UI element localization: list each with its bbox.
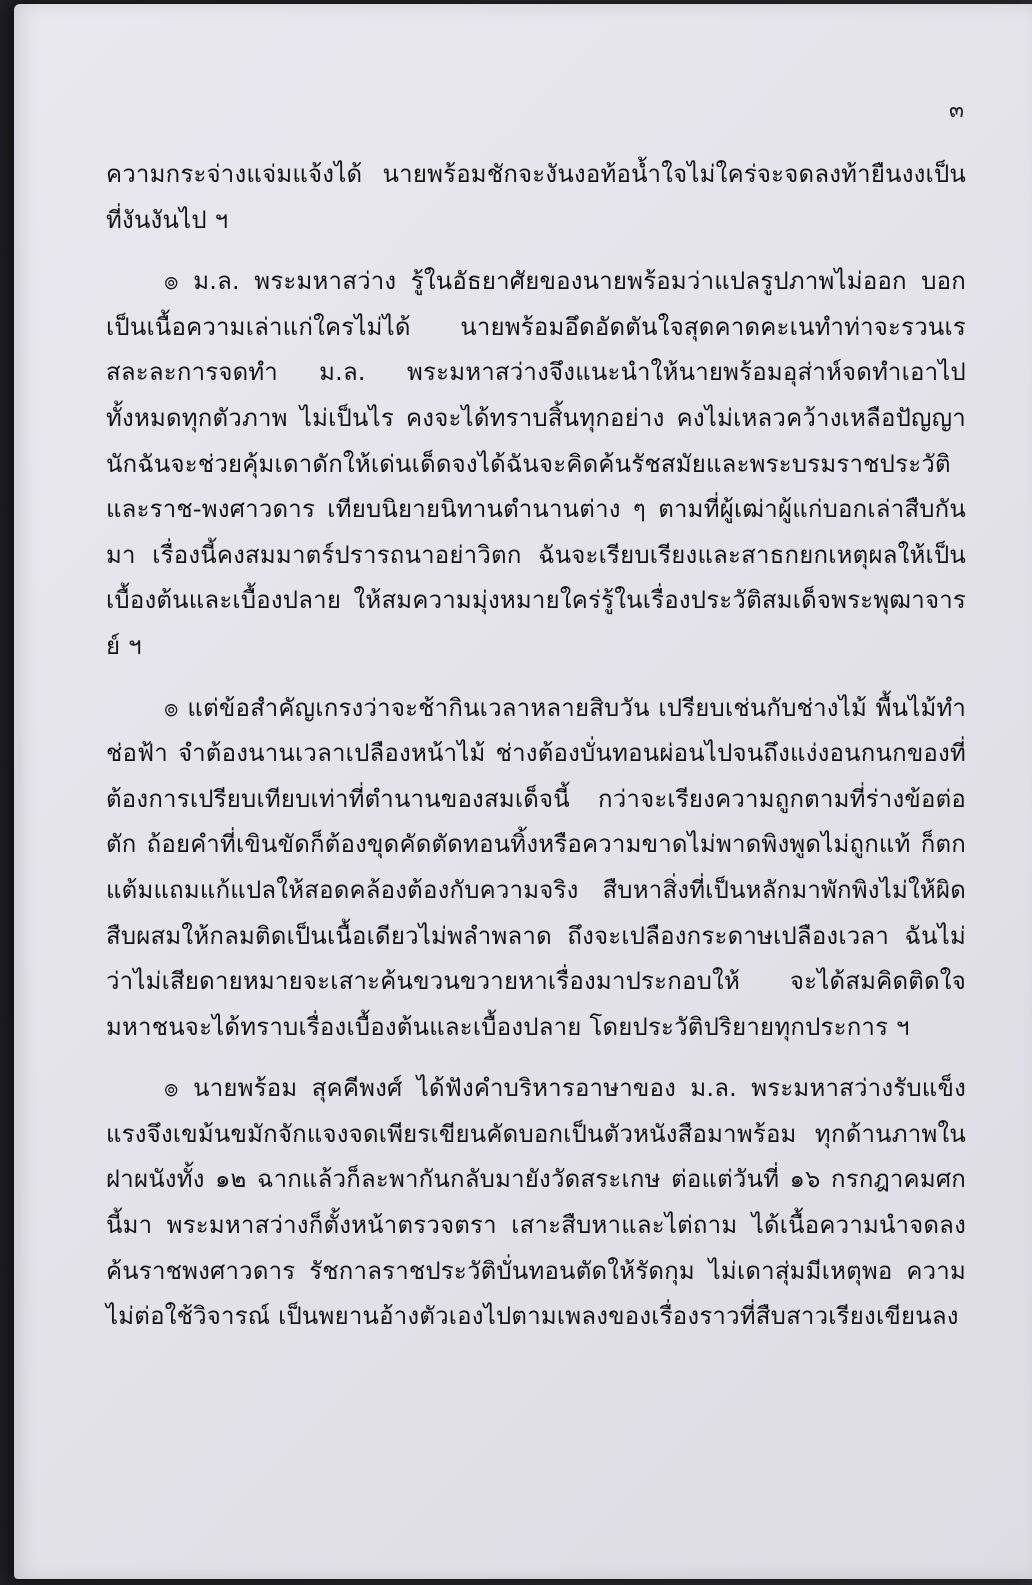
paragraph-2: ๏ ม.ล. พระมหาสว่าง รู้ในอัธยาศัยของนายพร้อมว่าแปลรูปภาพไม่ออก บอกเป็นเนื้อความเล่าแก่ใครไม่ได้ นายพร้อมอึดอัดตันใจสุดคาดคะเนทำท่าจะรวนเรสละละการจดทำ ม.ล. พระมหาสว่างจึงแนะนำให้นายพร้อมอุส่าห์จดทำเอาไปทั้งหมดทุกตัวภาพ ไม่เป็นไร คงจะได้ทราบสิ้นทุกอย่าง คงไม่เหลวคว้างเหลือปัญญานักฉันจะช่วยคุ้มเดาดักให้เด่นเด็ดจงได้ฉันจะคิดค้นรัชสมัยและพระบรมราชประวัติและราช-พงศาวดาร เทียบนิยายนิทานตำนานต่าง ๆ ตามที่ผู้เฒ่าผู้แก่บอกเล่าสืบกันมา เรื่องนี้คงสมมาตร์ปรารถนาอย่าวิตก ฉันจะเรียบเรียงและสาธกยกเหตุผลให้เป็นเบื้องต้นและเบื้องปลาย ให้สมความมุ่งหมายใคร่รู้ในเรื่องประวัติสมเด็จพระพุฒาจารย์ ฯ xyxy=(106,267,966,660)
body-text xyxy=(106,152,966,1356)
paragraph-1: ความกระจ่างแจ่มแจ้งได้ นายพร้อมชักจะงันงอท้อน้ำใจไม่ใคร่จะจดลงท้ายืนงงเป็นที่งันงันไป ฯ xyxy=(106,160,966,234)
paragraph-4: ๏ นายพร้อม สุคคีพงศ์ ได้ฟังคำบริหารอาษาของ ม.ล. พระมหาสว่างรับแข็งแรงจึงเขม้นขมักจักแจงจดเพียรเขียนคัดบอกเป็นตัวหนังสือมาพร้อม ทุกด้านภาพในฝาผนังทั้ง ๑๒ ฉากแล้วก็ละพากันกลับมายังวัดสระเกษ ต่อแต่วันที่ ๑๖ กรกฎาคมศกนี้มา พระมหาสว่างก็ตั้งหน้าตรวจตรา เสาะสืบหาและไต่ถาม ได้เนื้อความนำจดลงค้นราชพงศาวดาร รัชกาลราชประวัติบั่นทอนตัดให้รัดกุม ไม่เดาสุ่มมีเหตุพอ ความไม่ต่อใช้วิจารณ์ เป็นพยานอ้างตัวเองไปตามเพลงของเรื่องราวที่สืบสาวเรียงเขียนลง xyxy=(106,1074,966,1331)
page-number: ๓ xyxy=(948,98,964,123)
paragraph-3: ๏ แต่ข้อสำคัญเกรงว่าจะช้ากินเวลาหลายสิบวัน เปรียบเช่นกับช่างไม้ พื้นไม้ทำช่อฟ้า จำต้องนานเวลาเปลืองหน้าไม้ ช่างต้องบั่นทอนผ่อนไปจนถึงแง่งอนกนกของที่ต้องการเปรียบเทียบเท่าที่ตำนานของสมเด็จนี้ กว่าจะเรียงความถูกตามที่ร่างข้อต่อตัก ถ้อยคำที่เขินขัดก็ต้องขุดคัดตัดทอนทิ้งหรือความขาดไม่พาดพิงพูดไม่ถูกแท้ ก็ตกแต้มแถมแก้แปลให้สอดคล้องต้องกับความจริง สืบหาสิ่งที่เป็นหลักมาพักพิงไม่ให้ผิดสืบผสมให้กลมติดเป็นเนื้อเดียวไม่พลำพลาด ถึงจะเปลืองกระดาษเปลืองเวลา ฉันไม่ว่าไม่เสียดายหมายจะเสาะค้นขวนขวายหาเรื่องมาประกอบให้ จะได้สมคิดติดใจมหาชนจะได้ทราบเรื่องเบื้องต้นและเบื้องปลาย โดยประวัติปริยายทุกประการ ฯ xyxy=(106,693,966,1041)
book-page xyxy=(14,4,1032,1579)
